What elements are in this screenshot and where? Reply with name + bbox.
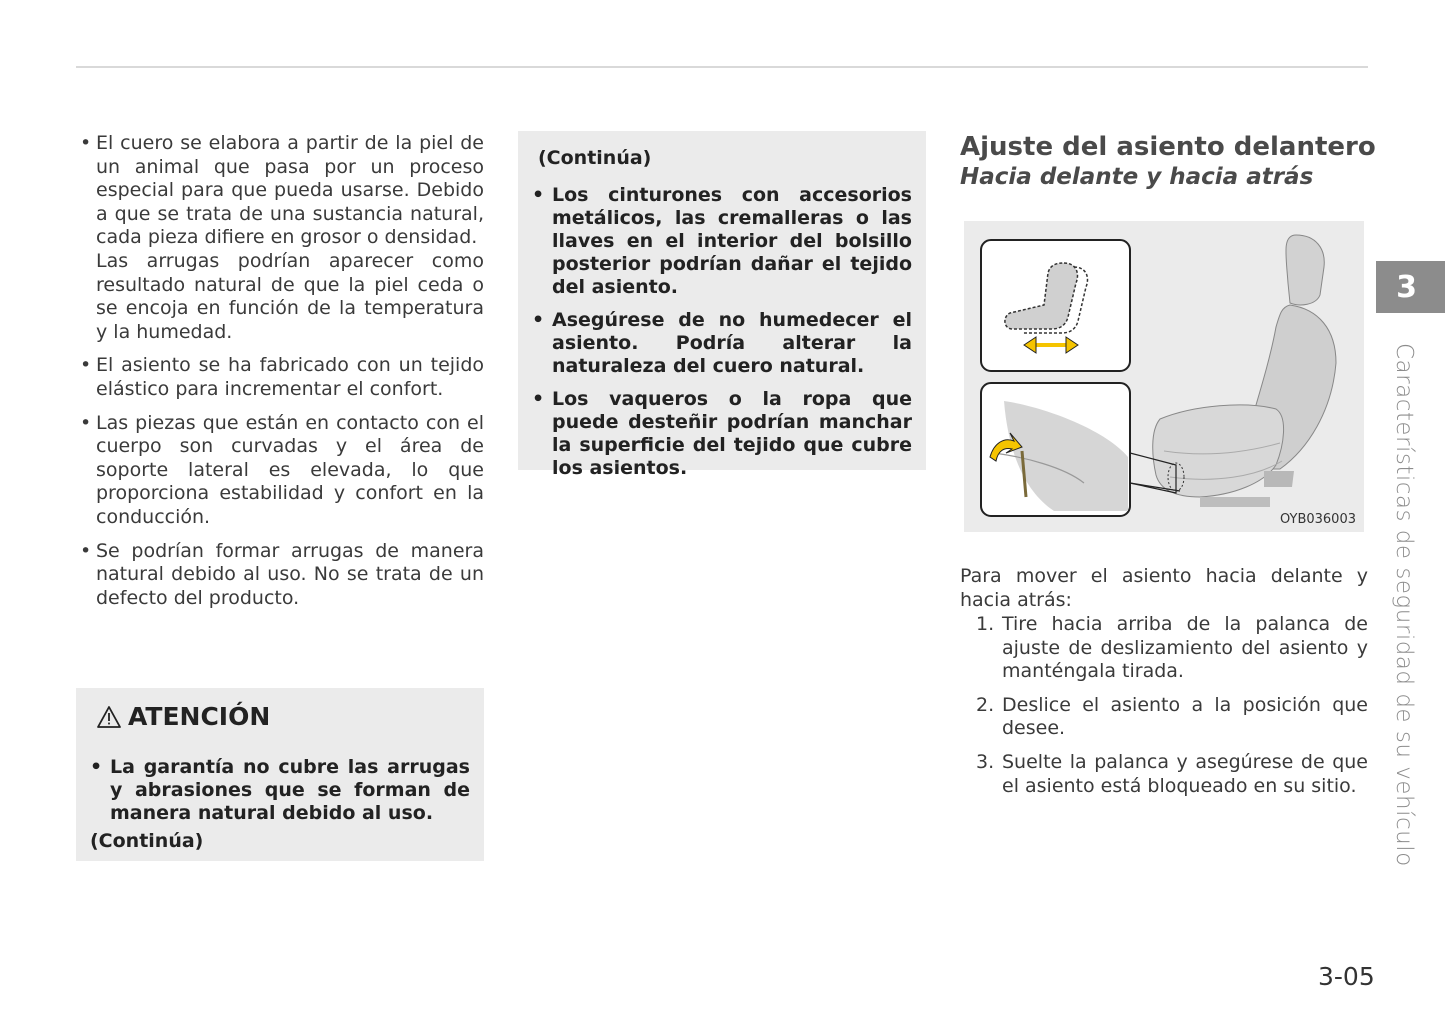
list-item: 1. Tire hacia arriba de la palanca de ajuste de deslizamiento del asiento y manténgala tirada. [976, 613, 1368, 683]
list-item: 2. Deslice el asiento a la posición que desee. [976, 693, 1368, 740]
list-item: • La garantía no cubre las arrugas y abrasiones que se forman de manera natural debido al uso. [90, 756, 470, 824]
list-item: 3. Suelte la palanca y asegúrese de que el asiento está bloqueado en su sitio. [976, 750, 1368, 797]
seat-illustration [964, 221, 1364, 532]
caution-title: ATENCIÓN [96, 702, 270, 731]
page-number: 3-05 [1318, 962, 1375, 991]
list-item: • El asiento se ha fabricado con un tejido elástico para incrementar el confort. [80, 354, 484, 400]
list-item: • El cuero se elabora a partir de la piel de un animal que pasa por un proceso especial para que pueda usarse. Debido a que se trata de una sustancia natural, cada pieza difiere en grosor o densidad. Las arrugas podrían aparecer como resultado natural de que la piel ceda o se encoja en función de la temperatura y la humedad. [80, 132, 484, 343]
list-item: • Los vaqueros o la ropa que puede desteñir podrían manchar la superficie del tejido que cubre los asientos. [532, 388, 912, 479]
caution-list [532, 184, 912, 490]
section-subtitle: Hacia delante y hacia atrás [960, 164, 1314, 190]
steps-list [960, 613, 1368, 808]
warning-triangle-icon [96, 705, 122, 729]
list-item: • Las piezas que están en contacto con el cuerpo son curvadas y el área de soporte lateral es elevada, lo que proporciona estabilidad y confort en la conducción. [80, 411, 484, 528]
top-rule [76, 66, 1368, 68]
chapter-title: Características de seguridad de su vehículo [1391, 343, 1417, 867]
slide-diagram-inset [981, 240, 1130, 371]
lever-closeup-inset [981, 383, 1130, 516]
list-item: • Asegúrese de no humedecer el asiento. Podría alterar la naturaleza del cuero natural. [532, 309, 912, 377]
figure-code: OYB036003 [1279, 512, 1356, 527]
chapter-tab: 3 [1376, 261, 1445, 313]
front-seat-drawing [1130, 235, 1336, 507]
list-item: • Los cinturones con accesorios metálicos, las cremalleras o las llaves en el interior del bolsillo posterior podrían dañar el tejido del asiento. [532, 184, 912, 298]
left-column [80, 132, 484, 620]
seat-adjust-figure [964, 221, 1364, 532]
continued-label: (Continúa) [90, 830, 204, 852]
intro-text: Para mover el asiento hacia delante y hacia atrás: [960, 565, 1368, 611]
caution-list [90, 756, 470, 825]
caution-continued-box [518, 131, 926, 479]
caution-box [76, 688, 484, 861]
leather-notes-list [80, 132, 484, 610]
section-title: Ajuste del asiento delantero [960, 132, 1376, 162]
continued-label: (Continúa) [538, 147, 652, 169]
list-item: • Se podrían formar arrugas de manera natural debido al uso. No se trata de un defecto del producto. [80, 539, 484, 609]
